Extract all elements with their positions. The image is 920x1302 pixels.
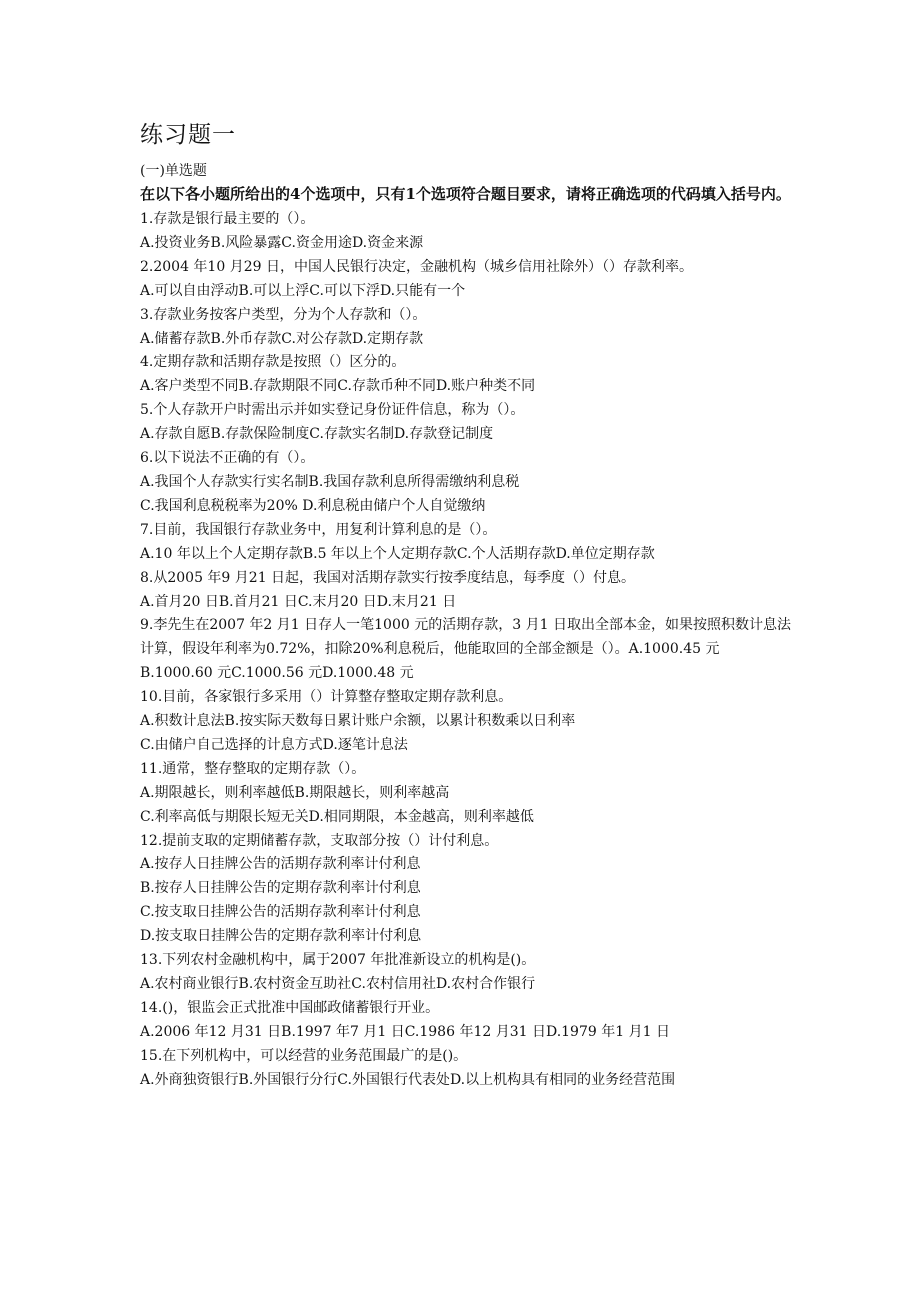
question-line: A.首月20 日B.首月21 日C.末月20 日D.末月21 日 xyxy=(140,593,457,610)
question-line: C.由储户自己选择的计息方式D.逐笔计息法 xyxy=(140,736,408,753)
question-line: A.按存人日挂牌公告的活期存款利率计付利息 xyxy=(140,856,421,873)
question-line: C.利率高低与期限长短无关D.相同期限，本金越高，则利率越低 xyxy=(140,808,534,825)
question-line: 8.从2005 年9 月21 日起，我国对活期存款实行按季度结息，每季度（）付息。 xyxy=(140,569,636,586)
question-line: 1.存款是银行最主要的（）。 xyxy=(140,211,315,227)
question-line: A.可以自由浮动B.可以上浮C.可以下浮D.只能有一个 xyxy=(140,282,466,299)
question-line: A.2006 年12 月31 日B.1997 年7 月1 日C.1986 年12 月31 日D.1979 年1 月1 日 xyxy=(140,1023,670,1040)
question-line: 9.李先生在2007 年2 月1 日存人一笔1000 元的活期存款，3 月1 日取出全部本金，如果按照积数计息法 xyxy=(140,617,791,634)
question-line: 11.通常，整存整取的定期存款（）。 xyxy=(140,760,366,777)
question-line: A.储蓄存款B.外币存款C.对公存款D.定期存款 xyxy=(140,330,424,347)
question-line: A.存款自愿B.存款保险制度C.存款实名制D.存款登记制度 xyxy=(140,426,494,443)
question-line: A.外商独资银行B.外国银行分行C.外国银行代表处D.以上机构具有相同的业务经营范围 xyxy=(140,1071,676,1088)
question-line: 10.目前，各家银行多采用（）计算整存整取定期存款利息。 xyxy=(140,689,513,706)
question-line: B.按存人日挂牌公告的定期存款利率计付利息 xyxy=(140,880,421,897)
question-line: 3.存款业务按客户类型，分为个人存款和（）。 xyxy=(140,306,427,323)
question-line: 6.以下说法不正确的有（）。 xyxy=(140,450,315,467)
question-line: A.积数计息法B.按实际天数每日累计账户余额，以累计积数乘以日利率 xyxy=(140,713,576,730)
question-line: 12.提前支取的定期储蓄存款，支取部分按（）计付利息。 xyxy=(140,832,499,849)
question-line: A.10 年以上个人定期存款B.5 年以上个人定期存款C.个人活期存款D.单位定期存款 xyxy=(140,545,655,562)
question-line: C.我国利息税税率为20% D.利息税由储户个人自觉缴纳 xyxy=(140,497,486,514)
question-line: A.客户类型不同B.存款期限不同C.存款币种不同D.账户种类不同 xyxy=(140,378,536,395)
document-page xyxy=(140,118,800,1093)
question-line: A.投资业务B.风险暴露C.资金用途D.资金来源 xyxy=(140,234,424,251)
question-line: 7.目前，我国银行存款业务中，用复利计算利息的是（）。 xyxy=(140,521,497,538)
question-list xyxy=(140,208,800,1093)
page-title: 练习题一 xyxy=(140,122,236,148)
question-line: 13.下列农村金融机构中，属于2007 年批准新设立的机构是()。 xyxy=(140,952,536,969)
question-line: 15.在下列机构中，可以经营的业务范围最广的是()。 xyxy=(140,1047,468,1064)
question-line: 14.()，银监会正式批准中国邮政储蓄银行开业。 xyxy=(140,999,440,1016)
question-line: 5.个人存款开户时需出示并如实登记身份证件信息，称为（）。 xyxy=(140,402,525,419)
question-line: D.按支取日挂牌公告的定期存款利率计付利息 xyxy=(140,928,422,945)
question-line: A.农村商业银行B.农村资金互助社C.农村信用社D.农村合作银行 xyxy=(140,976,536,992)
question-line: A.期限越长，则利率越低B.期限越长，则利率越高 xyxy=(140,784,450,801)
instruction-text: 在以下各小题所给出的4个选项中，只有1个选项符合题目要求，请将正确选项的代码填入括号内。 xyxy=(140,185,791,203)
question-line: 2.2004 年10 月29 日，中国人民银行决定，金融机构（城乡信用社除外）（）存款利率。 xyxy=(140,258,693,275)
section-heading: (一)单选题 xyxy=(140,163,207,179)
question-line: B.1000.60 元C.1000.56 元D.1000.48 元 xyxy=(140,665,414,682)
question-line: 4.定期存款和活期存款是按照（）区分的。 xyxy=(140,354,406,371)
question-line: A.我国个人存款实行实名制B.我国存款利息所得需缴纳利息税 xyxy=(140,473,520,490)
question-line: C.按支取日挂牌公告的活期存款利率计付利息 xyxy=(140,904,421,921)
question-line: 计算，假设年利率为0.72%，扣除20%利息税后，他能取回的全部金额是（）。A.1000.45 元 xyxy=(140,641,720,658)
